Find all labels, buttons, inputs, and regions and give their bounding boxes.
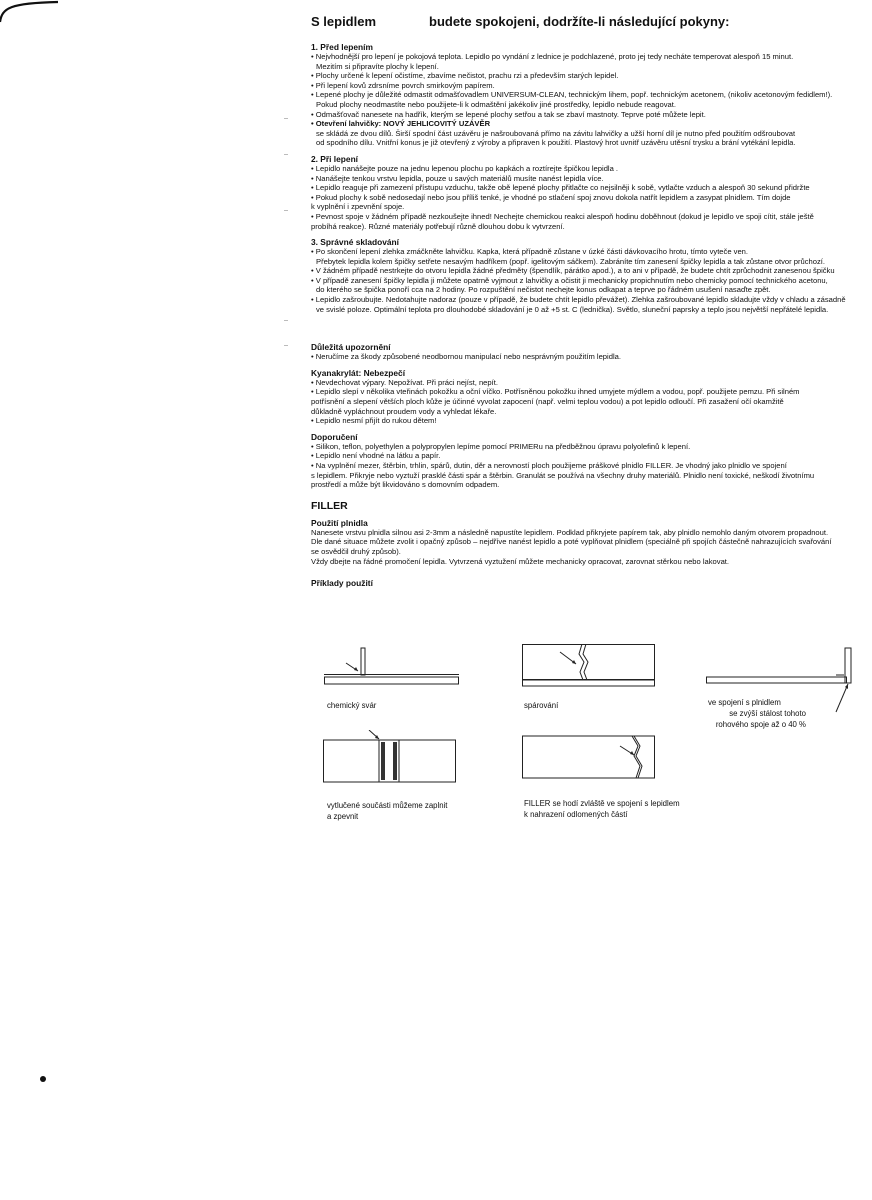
instructions	[311, 42, 866, 490]
section-line: • Lepené plochy je důležité odmastit odmašťovadlem UNIVERSUM-CLEAN, technickým lihem, popř. technickým acetonem, (nikoliv acetonovým fedidlem!).	[311, 90, 833, 100]
examples-title: Příklady použití	[311, 578, 373, 589]
section-line: důkladně vypláchnout proudem vody a vyhledat lékaře.	[311, 406, 497, 416]
section-line: • Pokud plochy k sobě nedosedají nebo jsou příliš tenké, je vhodné po stlačení spoj znovu dokola natřít lepidlem a zasypat plnidlem. Tím dojde	[311, 192, 791, 202]
caption-chemical-weld: chemický svár	[327, 701, 377, 710]
scan-tick	[284, 320, 288, 321]
section-title: 1. Před lepením	[311, 42, 373, 52]
section-line: • V případě zanesení špičky lepidla ji můžete opatrně vyjmout z lahvičky a očistit ji mechanicky propichnutím nebo chemicky pomocí technického acetonu,	[311, 275, 828, 285]
section-line: prostředí a může být likvidováno s domovním odpadem.	[311, 480, 500, 490]
section-line: od spodního dílu. Vnitřní konus je již otevřený z výroby a připraven k použití. Plastový hrot uvnitř uzávěru utěsní trysku a brání vytékání lepidla.	[316, 138, 796, 148]
caption-broken-part: FILLER se hodí zvláště ve spojení s lepidlem k nahrazení odlomených částí	[524, 799, 680, 819]
section-title: Doporučení	[311, 431, 358, 442]
section-line: • Lepidlo nesmí přijít do rukou dětem!	[311, 416, 437, 426]
section-line: se skládá ze dvou dílů. Širší spodní část uzávěru je našroubovaná přímo na závitu lahvičky a užší horní díl je nutno před použitím odšroubovat	[316, 128, 796, 138]
section-title: 2. Při lepení	[311, 153, 359, 164]
section-line: Mezitím si připravíte plochy k lepení.	[316, 61, 439, 71]
scan-tick	[284, 118, 288, 119]
diagram-chemical-weld	[324, 646, 460, 690]
page-header	[311, 14, 866, 36]
caption-knocked-out-part: vytlučené součásti můžeme zaplnit a zpevnit	[327, 801, 448, 821]
section-line: • Nevdechovat výpary. Nepožívat. Při práci nejíst, nepít.	[311, 377, 498, 387]
page-subtitle: budete spokojeni, dodržíte-li následující pokyny:	[429, 14, 730, 29]
filler-line: Vždy dbejte na řádné promočení lepidla. Vytvrzená vyztužení můžete mechanicky opracovat, zarovnat stěrkou nebo lakovat.	[311, 556, 730, 566]
section-line: • Nanášejte tenkou vrstvu lepidla, pouze u savých materiálů musíte nanést lepidla více.	[311, 173, 604, 183]
page-title: S lepidlem	[311, 14, 377, 29]
filler-title: FILLER	[311, 499, 348, 512]
scan-dot	[40, 1076, 46, 1082]
section-line: • Odmašťovač nanesete na hadřík, kterým se lepené plochy setřou a tak se zbaví mastnoty. Teprve poté můžete lepit.	[311, 109, 706, 119]
section-line: • Po skončení lepení zlehka zmáčkněte lahvičku. Kapka, která případně zůstane v úzké části dávkovacího hrotu, tímto vyteče ven.	[311, 247, 749, 257]
section-line: do kterého se špička ponoří cca na 2 hodiny. Po rozpuštění nečistot nechejte konus odkapat a teprve po řádném usušení nasaďte zpět.	[316, 285, 771, 295]
section-line: • Lepidlo zašroubujte. Nedotahujte nadoraz (pouze v případě, že budete chtít lepidlo převážet). Zlehka zašroubované lepidlo skladujte vždy v chladu a zásadně	[311, 295, 846, 305]
section-line: • Neručíme za škody způsobené neodbornou manipulací nebo nesprávným použitím lepidla.	[311, 352, 621, 362]
section-gap	[311, 314, 866, 336]
section-title: Kyanakrylát: Nebezpečí	[311, 367, 406, 378]
scan-tick	[284, 345, 288, 346]
section-line: • Lepidlo není vhodné na látku a papír.	[311, 451, 441, 461]
section-title: 3. Správné skladování	[311, 237, 399, 248]
section-line: • Na vyplnění mezer, štěrbin, trhlin, spárů, dutin, děr a nerovností ploch použijeme práškové plnidlo FILLER. Je vhodný jako plnidlo ve spojení	[311, 461, 787, 470]
section-line: k vyplnění i zpevnění spoje.	[311, 202, 405, 212]
filler-line: Dle dané situace můžete zvolit i opačný způsob – nejdříve nanést lepidlo a poté vyplňovat plnidlem (speciálně při spojích částečně nahrazujících svařování	[311, 537, 832, 547]
scan-tick	[284, 210, 288, 211]
filler-usage-title: Použití plnidla	[311, 517, 368, 528]
section-line: • Nejvhodnější pro lepení je pokojová teplota. Lepidlo po vyndání z lednice je podchlazené, proto jej tedy necháte temperovat alespoň 15 minut.	[311, 52, 794, 61]
section-line: Pokud plochy neodmastíte nebo použijete-li k odmaštění jakékoliv jiné prostředky, lepidlo nebude reagovat.	[316, 99, 676, 109]
section-line: • Silikon, teflon, polyethylen a polypropylen lepíme pomocí PRIMERu na předběžnou úpravu polyolefinů k lepení.	[311, 441, 691, 451]
section-title: Důležitá upozornění	[311, 342, 391, 353]
section-line: • Lepidlo reaguje při zamezení přístupu vzduchu, takže obě lepené plochy přitlačte co nejsilněji k sobě, vytlačte vzduch a alespoň 30 sekund přidržte	[311, 183, 810, 193]
filler-line: Nanesete vrstvu plnidla silnou asi 2-3mm a následně napustíte lepidlem. Podklad přikryjete papírem tak, aby plnidlo nemohlo daným otvorem propadnout.	[311, 527, 829, 537]
section-line: • V žádném případě nestrkejte do otvoru lepidla žádné předměty (špendlík, párátko apod.), a to ani v případě, že budete chtít zprůchodnit zanesenou špičku	[311, 266, 835, 276]
section-line: ve svislé poloze. Optimální teplota pro dlouhodobé skladování je 0 až +5 st. C (lednička). Světlo, sluneční paprsky a teplo jsou největší nepřátelé lepidla.	[316, 304, 829, 314]
caption-corner-joint: ve spojení s plnidlem se zvýší stálost tohoto rohového spoje až o 40 %	[708, 698, 806, 729]
filler-usage-text	[311, 528, 866, 566]
section-line: potřísnění a slepení větších ploch kůže je účinné vyvolat zapocení (např. velmi teplou vodou) a pot lepidlo odloučí. Při zasažení očí okamžitě	[311, 397, 784, 407]
diagram-joint-filling	[522, 644, 656, 690]
section-line: • Při lepení kovů zdrsníme povrch smirkovým papírem.	[311, 80, 495, 90]
scan-tick	[284, 154, 288, 155]
page-corner-mark	[0, 0, 60, 24]
diagram-broken-part	[522, 734, 656, 782]
section-line: Přebytek lepidla kolem špičky setřete nesavým hadříkem (popř. igelitovým sáčkem). Zabráníte tím zanesení špičky lepidla a tak zůstane otvor průchozí.	[316, 256, 826, 266]
section-line: • Lepidlo nanášejte pouze na jednu lepenou plochu po kapkách a roztírejte špičkou lepidla .	[311, 163, 619, 173]
section-line: • Pevnost spoje v žádném případě nezkoušejte ihned! Nechejte chemickou reakci alespoň hodinu doběhnout (dokud je lepidlo ve spoji cítit, stále ještě	[311, 211, 814, 221]
diagram-knocked-out-part	[323, 730, 457, 784]
filler-line: se osvědčil druhý způsob).	[311, 546, 401, 556]
section-line: • Otevření lahvičky: NOVÝ JEHLICOVITÝ UZÁVĚR	[311, 119, 491, 129]
section-line: s lepidlem. Přikryje nebo vyztuží prasklé části spár a štěrbin. Granulát se používá na všechny druhy materiálů. Plnidlo není toxické, neškodí životnímu	[311, 470, 815, 480]
section-line: • Lepidlo slepí v několika vteřinách pokožku a oční víčko. Potřísněnou pokožku ihned umyjete mýdlem a vodou, popř. použijete pemzu. Při silném	[311, 387, 800, 397]
text-column	[311, 14, 866, 588]
section-line: probíhá reakce). Různé materiály potřebují různě dlouhou dobu k vytvrzení.	[311, 221, 565, 231]
section-line: • Plochy určené k lepení očistíme, zbavíme nečistot, prachu rzi a především starých lepidel.	[311, 71, 619, 81]
caption-joint-filling: spárování	[524, 701, 559, 710]
